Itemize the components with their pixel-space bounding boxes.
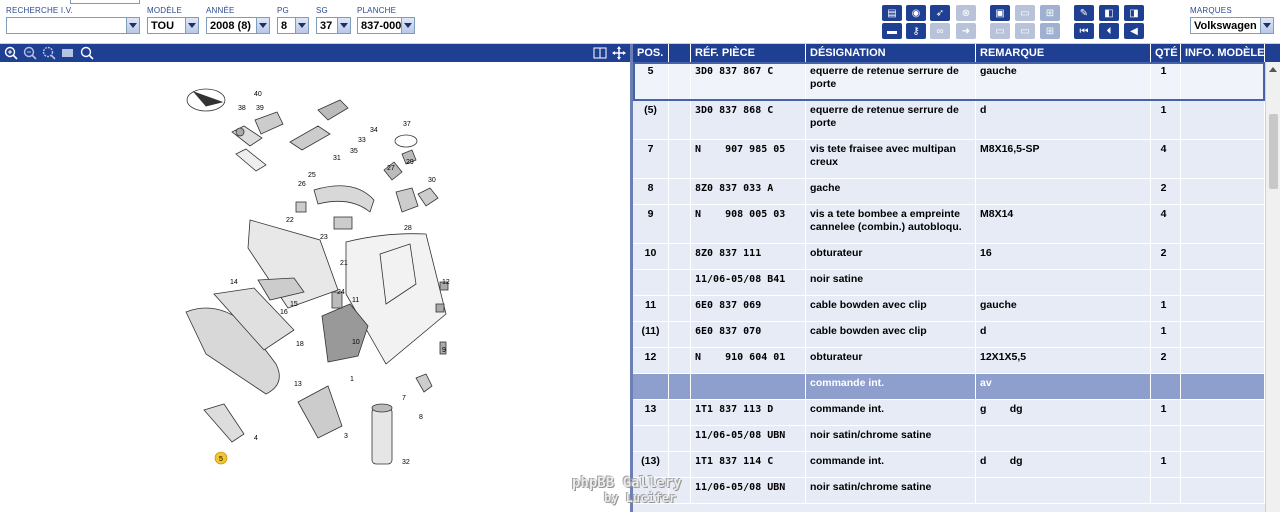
pin-icon[interactable]: ✎ [1074, 5, 1094, 21]
zoom-100-icon[interactable] [60, 45, 76, 61]
cell-designation: vis tete fraisee avec multipan creux [806, 140, 976, 178]
cell-blank [669, 205, 691, 243]
cell-blank [669, 348, 691, 373]
cell-pos: 11 [633, 296, 669, 321]
chevron-down-icon[interactable] [401, 18, 414, 33]
callout-15: 15 [290, 301, 298, 308]
table-row[interactable] [633, 140, 1265, 179]
table-row[interactable] [633, 478, 1265, 504]
top-toolbar [0, 0, 1280, 44]
cell-remarque: gauche [976, 296, 1151, 321]
cell-qte: 1 [1151, 400, 1181, 425]
cell-pos: (11) [633, 322, 669, 347]
diagram-panel [0, 44, 630, 512]
callout-1: 1 [350, 376, 354, 383]
cell-pos: 10 [633, 244, 669, 269]
zoom-out-icon[interactable] [22, 45, 38, 61]
card-icon[interactable]: ▬ [882, 23, 902, 39]
cell-pos: (5) [633, 101, 669, 139]
callout-31: 31 [333, 155, 341, 162]
table-row[interactable] [633, 296, 1265, 322]
cell-designation: vis a tete bombee a empreinte cannelee (combin.) autobloqu. [806, 205, 976, 243]
cell-blank [669, 374, 691, 399]
cell-qte: 2 [1151, 244, 1181, 269]
callout-26: 26 [298, 181, 306, 188]
key-icon[interactable]: ⚷ [906, 23, 926, 39]
search-icon[interactable] [79, 45, 95, 61]
cell-blank [669, 179, 691, 204]
callout-3: 3 [344, 433, 348, 440]
cell-pos [633, 478, 669, 503]
cell-remarque: g dg [976, 400, 1151, 425]
cell-blank [669, 244, 691, 269]
cell-remarque: 12X1X5,5 [976, 348, 1151, 373]
chevron-down-icon[interactable] [185, 18, 198, 33]
cell-ref: 6E0 837 070 [691, 322, 806, 347]
print-icon[interactable]: ▤ [882, 5, 902, 21]
diagram-toolbar [0, 44, 630, 62]
scroll-thumb[interactable] [1269, 114, 1278, 189]
step-back-icon[interactable]: ⏴ [1099, 23, 1119, 39]
monitor-disabled-icon[interactable]: ▭ [990, 23, 1010, 39]
callout-4: 4 [254, 435, 258, 442]
marques-field [1190, 6, 1274, 34]
prev-page-icon[interactable]: ◧ [1099, 5, 1119, 21]
cell-pos: 13 [633, 400, 669, 425]
cell-qte: 4 [1151, 205, 1181, 243]
cell-qte [1151, 270, 1181, 295]
cell-pos [633, 374, 669, 399]
callout-38: 38 [238, 105, 246, 112]
col-info-modele[interactable]: INFO. MODÈLE [1181, 44, 1265, 62]
cell-blank [669, 400, 691, 425]
table-row[interactable] [633, 244, 1265, 270]
cell-ref: 11/06-05/08 UBN [691, 478, 806, 503]
cell-pos: 5 [633, 62, 669, 100]
cell-designation: commande int. [806, 452, 976, 477]
table-row[interactable] [633, 179, 1265, 205]
exploded-view-drawing [0, 62, 630, 512]
cell-remarque [976, 426, 1151, 451]
col-qte[interactable]: QTÉ [1151, 44, 1181, 62]
callout-34: 34 [370, 127, 378, 134]
cell-info-modele [1181, 348, 1265, 373]
cell-designation: noir satin/chrome satine [806, 426, 976, 451]
cell-pos [633, 426, 669, 451]
annee-field [206, 6, 270, 34]
cart2-disabled-icon[interactable]: ⊞ [1040, 23, 1060, 39]
callout-23: 23 [320, 234, 328, 241]
cell-info-modele [1181, 478, 1265, 503]
callout-16: 16 [280, 309, 288, 316]
callout-33: 33 [358, 137, 366, 144]
table-row[interactable] [633, 400, 1265, 426]
cart-disabled-icon[interactable]: ⊞ [1040, 5, 1060, 21]
table-header [633, 44, 1280, 62]
cell-remarque: d dg [976, 452, 1151, 477]
cell-blank [669, 62, 691, 100]
callout-13: 13 [294, 381, 302, 388]
cell-blank [669, 101, 691, 139]
table-row[interactable] [633, 452, 1265, 478]
sg-select[interactable] [316, 17, 351, 34]
callout-35: 35 [350, 148, 358, 155]
car-disabled-icon[interactable]: ⊗ [956, 5, 976, 21]
col-pos[interactable]: POS. [633, 44, 669, 62]
col-remarque[interactable]: REMARQUE [976, 44, 1151, 62]
cell-ref: 11/06-05/08 B41 [691, 270, 806, 295]
planche-select[interactable] [357, 17, 415, 34]
cell-remarque: M8X14 [976, 205, 1151, 243]
cell-ref: N 910 604 01 [691, 348, 806, 373]
callout-32: 32 [402, 459, 410, 466]
cell-designation: equerre de retenue serrure de porte [806, 62, 976, 100]
cell-remarque: d [976, 101, 1151, 139]
zoom-in-icon[interactable] [3, 45, 19, 61]
pg-select[interactable] [277, 17, 309, 34]
marques-value: Volkswagen [1194, 19, 1257, 32]
cell-remarque: d [976, 322, 1151, 347]
callout-7: 7 [402, 395, 406, 402]
cell-designation: noir satine [806, 270, 976, 295]
recherche-label: RECHERCHE I.V. [6, 6, 73, 15]
callout-39: 39 [256, 105, 264, 112]
planche-label: PLANCHE [357, 6, 397, 15]
cell-remarque [976, 179, 1151, 204]
first-icon[interactable]: ⏮ [1074, 23, 1094, 39]
callout-14: 14 [230, 279, 238, 286]
watermark-line1: phpBB Gallery [572, 475, 682, 491]
recherche-field [6, 6, 140, 34]
disc-icon[interactable]: ◉ [906, 5, 926, 21]
scroll-up-icon[interactable] [1266, 62, 1280, 77]
cell-qte [1151, 426, 1181, 451]
pg-label: PG [277, 6, 289, 15]
cell-remarque [976, 478, 1151, 503]
sg-label: SG [316, 6, 328, 15]
callout-40: 40 [254, 91, 262, 98]
col-designation[interactable]: DÉSIGNATION [806, 44, 976, 62]
cell-blank [669, 322, 691, 347]
cell-info-modele [1181, 426, 1265, 451]
table-row[interactable] [633, 426, 1265, 452]
vertical-scrollbar[interactable] [1265, 62, 1280, 512]
callout-29: 29 [406, 159, 414, 166]
cell-blank [669, 296, 691, 321]
col-blank [669, 44, 691, 62]
zoom-fit-icon[interactable] [41, 45, 57, 61]
cell-pos: 12 [633, 348, 669, 373]
cell-qte: 4 [1151, 140, 1181, 178]
cell-ref: N 908 005 03 [691, 205, 806, 243]
cell-pos: (13) [633, 452, 669, 477]
split-view-icon[interactable] [592, 45, 608, 61]
cell-designation: commande int. [806, 374, 976, 399]
table-row[interactable] [633, 205, 1265, 244]
cell-info-modele [1181, 62, 1265, 100]
car-icon[interactable]: ➶ [930, 5, 950, 21]
cell-info-modele [1181, 140, 1265, 178]
cell-ref: 8Z0 837 033 A [691, 179, 806, 204]
elsa-icon[interactable]: ▣ [990, 5, 1010, 21]
cell-blank [669, 270, 691, 295]
cell-designation: equerre de retenue serrure de porte [806, 101, 976, 139]
cell-blank [669, 426, 691, 451]
callout-37: 37 [403, 121, 411, 128]
chevron-down-icon[interactable] [295, 18, 308, 33]
cell-info-modele [1181, 244, 1265, 269]
arrow-disabled-icon[interactable]: ➜ [956, 23, 976, 39]
callout-10: 10 [352, 339, 360, 346]
callout-8: 8 [419, 414, 423, 421]
cell-ref: 1T1 837 113 D [691, 400, 806, 425]
table-body [633, 62, 1265, 512]
planche-field [357, 6, 415, 34]
cell-pos: 9 [633, 205, 669, 243]
cell-qte: 1 [1151, 452, 1181, 477]
cell-designation: obturateur [806, 348, 976, 373]
cell-info-modele [1181, 101, 1265, 139]
cell-ref: 8Z0 837 111 [691, 244, 806, 269]
cell-pos [633, 270, 669, 295]
pg-value: 8 [281, 19, 288, 32]
cell-info-modele [1181, 374, 1265, 399]
cell-info-modele [1181, 270, 1265, 295]
cell-qte [1151, 374, 1181, 399]
cell-ref: 3D0 837 868 C [691, 101, 806, 139]
cell-info-modele [1181, 205, 1265, 243]
cell-designation: cable bowden avec clip [806, 296, 976, 321]
watermark-line2: by Lucifer [604, 491, 677, 505]
back-icon[interactable]: ◀ [1124, 23, 1144, 39]
cell-blank [669, 140, 691, 178]
cell-remarque: 16 [976, 244, 1151, 269]
modele-value: TOU [151, 19, 175, 32]
parts-table-panel [633, 44, 1280, 512]
cell-remarque: av [976, 374, 1151, 399]
cell-qte: 1 [1151, 296, 1181, 321]
screen2-disabled-icon[interactable]: ▭ [1015, 23, 1035, 39]
annee-value: 2008 (8) [210, 19, 251, 32]
cell-designation: cable bowden avec clip [806, 322, 976, 347]
cell-qte: 1 [1151, 322, 1181, 347]
cell-blank [669, 452, 691, 477]
sg-field [316, 6, 351, 34]
cell-qte: 2 [1151, 348, 1181, 373]
expand-icon[interactable] [611, 45, 627, 61]
next-page-icon[interactable]: ◨ [1124, 5, 1144, 21]
callout-24: 24 [337, 289, 345, 296]
cell-qte: 1 [1151, 62, 1181, 100]
cell-ref: N 907 985 05 [691, 140, 806, 178]
callout-21: 21 [340, 260, 348, 267]
table-row[interactable] [633, 322, 1265, 348]
callout-25: 25 [308, 172, 316, 179]
callout-22: 22 [286, 217, 294, 224]
cell-designation: noir satin/chrome satine [806, 478, 976, 503]
table-row[interactable] [633, 101, 1265, 140]
marques-select[interactable] [1190, 17, 1274, 34]
callout-27: 27 [387, 165, 395, 172]
chevron-down-icon[interactable] [1260, 18, 1273, 33]
table-row[interactable] [633, 62, 1265, 101]
parts-diagram[interactable] [0, 62, 630, 512]
screen-disabled-icon[interactable]: ▭ [1015, 5, 1035, 21]
callout-9: 9 [442, 347, 446, 354]
cell-ref [691, 374, 806, 399]
cell-ref: 6E0 837 069 [691, 296, 806, 321]
cell-pos: 8 [633, 179, 669, 204]
cell-ref: 11/06-05/08 UBN [691, 426, 806, 451]
table-row[interactable] [633, 270, 1265, 296]
chevron-down-icon[interactable] [256, 18, 269, 33]
callout-30: 30 [428, 177, 436, 184]
callout-28: 28 [404, 225, 412, 232]
cell-info-modele [1181, 179, 1265, 204]
cell-qte: 2 [1151, 179, 1181, 204]
modele-label: MODÈLE [147, 6, 182, 15]
cell-designation: commande int. [806, 400, 976, 425]
cell-designation: obturateur [806, 244, 976, 269]
planche-value: 837-000 [361, 19, 401, 32]
annee-select[interactable] [206, 17, 270, 34]
cell-qte [1151, 478, 1181, 503]
table-row[interactable] [633, 374, 1265, 400]
pg-field [277, 6, 309, 34]
cell-blank [669, 478, 691, 503]
bike-icon[interactable]: ∞ [930, 23, 950, 39]
modele-field [147, 6, 199, 34]
cell-info-modele [1181, 322, 1265, 347]
table-row[interactable] [633, 348, 1265, 374]
col-ref[interactable]: RÉF. PIÈCE [691, 44, 806, 62]
chevron-down-icon[interactable] [126, 18, 139, 33]
callout-5: 5 [219, 456, 223, 463]
cell-info-modele [1181, 296, 1265, 321]
annee-label: ANNÉE [206, 6, 235, 15]
callout-18: 18 [296, 341, 304, 348]
cell-remarque [976, 270, 1151, 295]
cell-ref: 1T1 837 114 C [691, 452, 806, 477]
cell-info-modele [1181, 452, 1265, 477]
chevron-down-icon[interactable] [337, 18, 350, 33]
recherche-tab[interactable] [70, 0, 140, 4]
modele-select[interactable] [147, 17, 199, 34]
cell-qte: 1 [1151, 101, 1181, 139]
marques-label: MARQUES [1190, 6, 1232, 15]
cell-info-modele [1181, 400, 1265, 425]
sg-value: 37 [320, 19, 333, 32]
cell-pos: 7 [633, 140, 669, 178]
cell-ref: 3D0 837 867 C [691, 62, 806, 100]
recherche-select[interactable] [6, 17, 140, 34]
callout-12: 12 [442, 279, 450, 286]
callout-11: 11 [352, 297, 360, 304]
cell-remarque: M8X16,5-SP [976, 140, 1151, 178]
cell-designation: gache [806, 179, 976, 204]
cell-remarque: gauche [976, 62, 1151, 100]
